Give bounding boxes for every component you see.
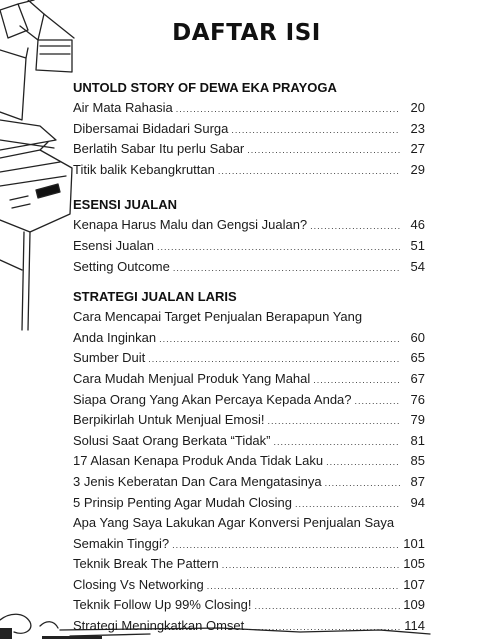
toc-entry[interactable] xyxy=(73,348,425,369)
section-heading: UNTOLD STORY OF DEWA EKA PRAYOGA xyxy=(73,80,337,95)
toc-entry[interactable] xyxy=(73,472,425,493)
toc-entry[interactable] xyxy=(73,595,425,616)
dot-leader xyxy=(173,258,400,278)
dot-leader xyxy=(313,370,400,390)
page-number: 79 xyxy=(410,412,425,428)
toc-entry[interactable] xyxy=(73,534,425,555)
dot-leader xyxy=(148,349,400,369)
entry-label: Anda Inginkan xyxy=(73,329,157,345)
page-number: 94 xyxy=(410,494,425,510)
dot-leader xyxy=(247,140,400,160)
dot-leader xyxy=(176,99,400,119)
section-heading: ESENSI JUALAN xyxy=(73,197,178,213)
toc-entry[interactable] xyxy=(73,215,425,236)
page-number: 54 xyxy=(410,258,425,274)
entry-label: Titik balik Kebangkruttan xyxy=(73,161,215,177)
page-number: 20 xyxy=(410,100,425,115)
entry-label: Berlatih Sabar Itu perlu Sabar xyxy=(73,141,245,157)
toc-entry[interactable] xyxy=(73,369,425,390)
section-heading: STRATEGI JUALAN LARIS xyxy=(73,289,237,305)
page-number: 87 xyxy=(410,473,425,489)
entry-label: Air Mata Rahasia xyxy=(73,100,173,115)
page-number: 109 xyxy=(403,597,425,613)
toc-entry[interactable] xyxy=(73,616,425,637)
toc-entry[interactable] xyxy=(73,328,425,349)
dot-leader xyxy=(172,535,400,555)
entry-label: Kenapa Harus Malu dan Gengsi Jualan? xyxy=(73,217,308,233)
entry-label: Strategi Meningkatkan Omset xyxy=(73,618,245,634)
toc-entry-first-line[interactable] xyxy=(73,513,425,534)
entry-label: Sumber Duit xyxy=(73,350,146,366)
page-number: 29 xyxy=(410,161,425,177)
table-of-contents xyxy=(73,78,425,637)
dot-leader xyxy=(247,617,400,637)
entry-label: Cara Mudah Menjual Produk Yang Mahal xyxy=(73,370,311,386)
toc-entry[interactable] xyxy=(73,119,425,140)
toc-entry[interactable] xyxy=(73,410,425,431)
page-title: DAFTAR ISI xyxy=(172,20,321,46)
page-number: 85 xyxy=(410,453,425,469)
entry-label: Setting Outcome xyxy=(73,258,170,274)
toc-entry[interactable] xyxy=(73,451,425,472)
entry-label: Cara Mencapai Target Penjualan Berapapun Yang xyxy=(73,309,363,325)
entry-label: 5 Prinsip Penting Agar Mudah Closing xyxy=(73,494,292,510)
page-number: 60 xyxy=(410,329,425,345)
entry-label: 3 Jenis Keberatan Dan Cara Mengatasinya xyxy=(73,473,322,489)
dot-leader xyxy=(274,432,401,452)
dot-leader xyxy=(207,576,400,596)
dot-leader xyxy=(267,411,400,431)
page-number: 105 xyxy=(403,556,425,572)
toc-entry-first-line[interactable] xyxy=(73,307,425,328)
page-number: 51 xyxy=(410,237,425,253)
toc-entry[interactable] xyxy=(73,390,425,411)
toc-section-strategi-jualan-laris xyxy=(73,287,425,637)
dot-leader xyxy=(157,237,400,257)
toc-entry[interactable] xyxy=(73,257,425,278)
entry-label: Teknik Follow Up 99% Closing! xyxy=(73,597,252,613)
dot-leader xyxy=(310,216,400,236)
dot-leader xyxy=(355,391,400,411)
entry-label: Dibersamai Bidadari Surga xyxy=(73,120,229,136)
toc-entry[interactable] xyxy=(73,160,425,181)
entry-label: Closing Vs Networking xyxy=(73,576,204,592)
dot-leader xyxy=(159,329,400,349)
toc-entry[interactable] xyxy=(73,98,425,119)
toc-section-esensi-jualan xyxy=(73,195,425,277)
entry-label: Berpikirlah Untuk Menjual Emosi! xyxy=(73,412,265,428)
toc-entry[interactable] xyxy=(73,139,425,160)
dot-leader xyxy=(325,473,400,493)
entry-label: Solusi Saat Orang Berkata “Tidak” xyxy=(73,432,271,448)
toc-entry[interactable] xyxy=(73,236,425,257)
toc-entry[interactable] xyxy=(73,431,425,452)
toc-section-untold-story xyxy=(73,78,425,180)
dot-leader xyxy=(231,120,400,140)
dot-leader xyxy=(254,596,400,616)
dot-leader xyxy=(295,494,400,514)
entry-label: Esensi Jualan xyxy=(73,237,154,253)
entry-label: Apa Yang Saya Lakukan Agar Konversi Penjualan Saya xyxy=(73,515,395,531)
page-number: 107 xyxy=(403,576,425,592)
page-number: 76 xyxy=(410,391,425,407)
page-number: 67 xyxy=(410,370,425,386)
dot-leader xyxy=(222,555,400,575)
page-number: 27 xyxy=(410,141,425,157)
dot-leader xyxy=(218,161,400,181)
page-number: 114 xyxy=(404,618,425,634)
toc-entry[interactable] xyxy=(73,554,425,575)
page-number: 101 xyxy=(403,535,425,551)
toc-entry[interactable] xyxy=(73,493,425,514)
entry-label: 17 Alasan Kenapa Produk Anda Tidak Laku xyxy=(73,453,324,469)
page-number: 46 xyxy=(410,217,425,233)
page-number: 23 xyxy=(410,120,425,136)
toc-entry[interactable] xyxy=(73,575,425,596)
entry-label: Semakin Tinggi? xyxy=(73,535,170,551)
dot-leader xyxy=(326,452,400,472)
page-number: 81 xyxy=(410,432,425,448)
entry-label: Siapa Orang Yang Akan Percaya Kepada Anda? xyxy=(73,391,352,407)
entry-label: Teknik Break The Pattern xyxy=(73,556,219,572)
page-number: 65 xyxy=(410,350,425,366)
